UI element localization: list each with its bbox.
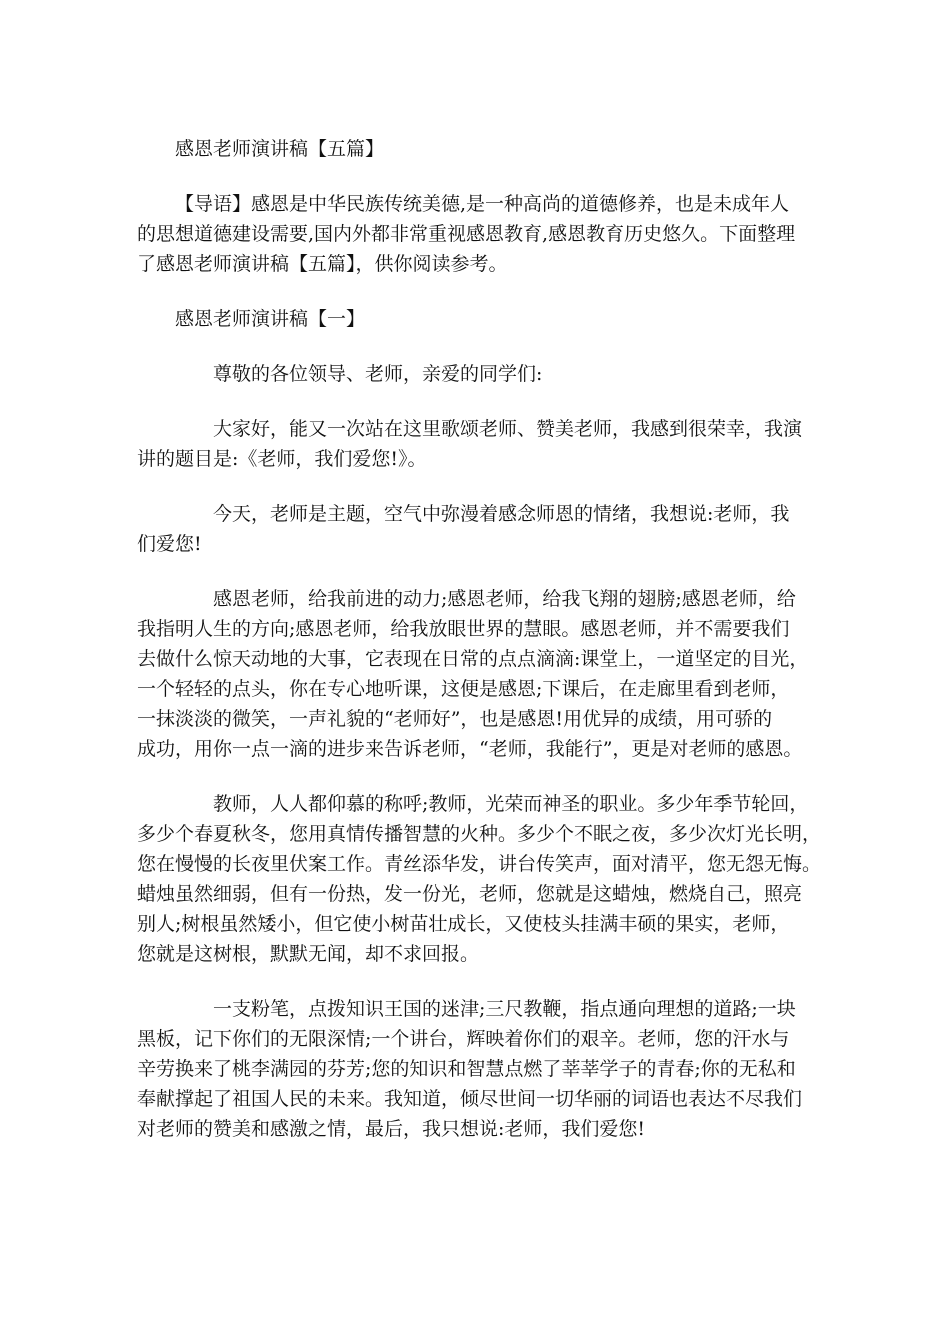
intro-line: 【导语】感恩是中华民族传统美德,是一种高尚的道德修养，也是未成年人 xyxy=(175,193,790,215)
document-page xyxy=(137,134,822,1169)
paragraph-line: 一抹淡淡的微笑，一声礼貌的“老师好”，也是感恩!用优异的成绩，用可骄的 xyxy=(137,708,773,730)
body-paragraph-3 xyxy=(137,584,819,764)
intro-line: 了感恩老师演讲稿【五篇】，供你阅读参考。 xyxy=(137,253,508,275)
paragraph-line: 感恩老师，给我前进的动力;感恩老师，给我飞翔的翅膀;感恩老师，给 xyxy=(213,588,796,610)
paragraph-line: 多少个春夏秋冬，您用真情传播智慧的火种。多少个不眠之夜，多少次灯光长明， xyxy=(137,823,822,845)
body-paragraph-1 xyxy=(137,414,819,474)
paragraph-line: 教师，人人都仰慕的称呼;教师，光荣而神圣的职业。多少年季节轮回， xyxy=(213,793,809,815)
paragraph-line: 一支粉笔，点拨知识王国的迷津;三尺教鞭，指点通向理想的道路;一块 xyxy=(213,998,796,1020)
paragraph-line: 我指明人生的方向;感恩老师，给我放眼世界的慧眼。感恩老师，并不需要我们 xyxy=(137,618,790,640)
paragraph-line: 成功，用你一点一滴的进步来告诉老师，“老师，我能行”，更是对老师的感恩。 xyxy=(137,738,803,760)
paragraph-line: 蜡烛虽然细弱，但有一份热，发一份光，老师，您就是这蜡烛，燃烧自己，照亮 xyxy=(137,883,803,905)
paragraph-line: 今天，老师是主题，空气中弥漫着感念师恩的情绪，我想说:老师，我 xyxy=(213,503,790,525)
paragraph-line: 您就是这树根，默默无闻，却不求回报。 xyxy=(137,943,480,965)
intro-paragraph xyxy=(137,189,819,279)
paragraph-line: 大家好，能又一次站在这里歌颂老师、赞美老师，我感到很荣幸，我演 xyxy=(213,418,803,440)
paragraph-line: 您在慢慢的长夜里伏案工作。青丝添华发，讲台传笑声，面对清平，您无怨无悔。 xyxy=(137,853,822,875)
paragraph-line: 们爱您! xyxy=(137,533,202,555)
paragraph-line: 辛劳换来了桃李满园的芬芳;您的知识和智慧点燃了莘莘学子的青春;你的无私和 xyxy=(137,1058,796,1080)
paragraph-line: 讲的题目是:《老师，我们爱您!》。 xyxy=(137,448,427,470)
paragraph-line: 一个轻轻的点头，你在专心地听课，这便是感恩;下课后，在走廊里看到老师， xyxy=(137,678,790,700)
body-paragraph-2 xyxy=(137,499,819,559)
intro-line: 的思想道德建设需要,国内外都非常重视感恩教育,感恩教育历史悠久。下面整理 xyxy=(137,223,796,245)
paragraph-line: 去做什么惊天动地的大事，它表现在日常的点点滴滴:课堂上，一道坚定的目光， xyxy=(137,648,809,670)
paragraph-line: 对老师的赞美和感激之情，最后，我只想说:老师，我们爱您! xyxy=(137,1118,646,1140)
body-paragraph-5 xyxy=(137,994,819,1144)
paragraph-line: 黑板，记下你们的无限深情;一个讲台，辉映着你们的艰辛。老师，您的汗水与 xyxy=(137,1028,790,1050)
paragraph-line: 别人;树根虽然矮小，但它使小树苗壮成长，又使枝头挂满丰硕的果实，老师， xyxy=(137,913,790,935)
paragraph-line: 奉献撑起了祖国人民的未来。我知道，倾尽世间一切华丽的词语也表达不尽我们 xyxy=(137,1088,803,1110)
body-paragraph-4 xyxy=(137,789,822,969)
document-title: 感恩老师演讲稿【五篇】 xyxy=(175,138,385,160)
section-heading: 感恩老师演讲稿【一】 xyxy=(175,308,366,330)
salutation: 尊敬的各位领导、老师，亲爱的同学们: xyxy=(213,363,543,385)
